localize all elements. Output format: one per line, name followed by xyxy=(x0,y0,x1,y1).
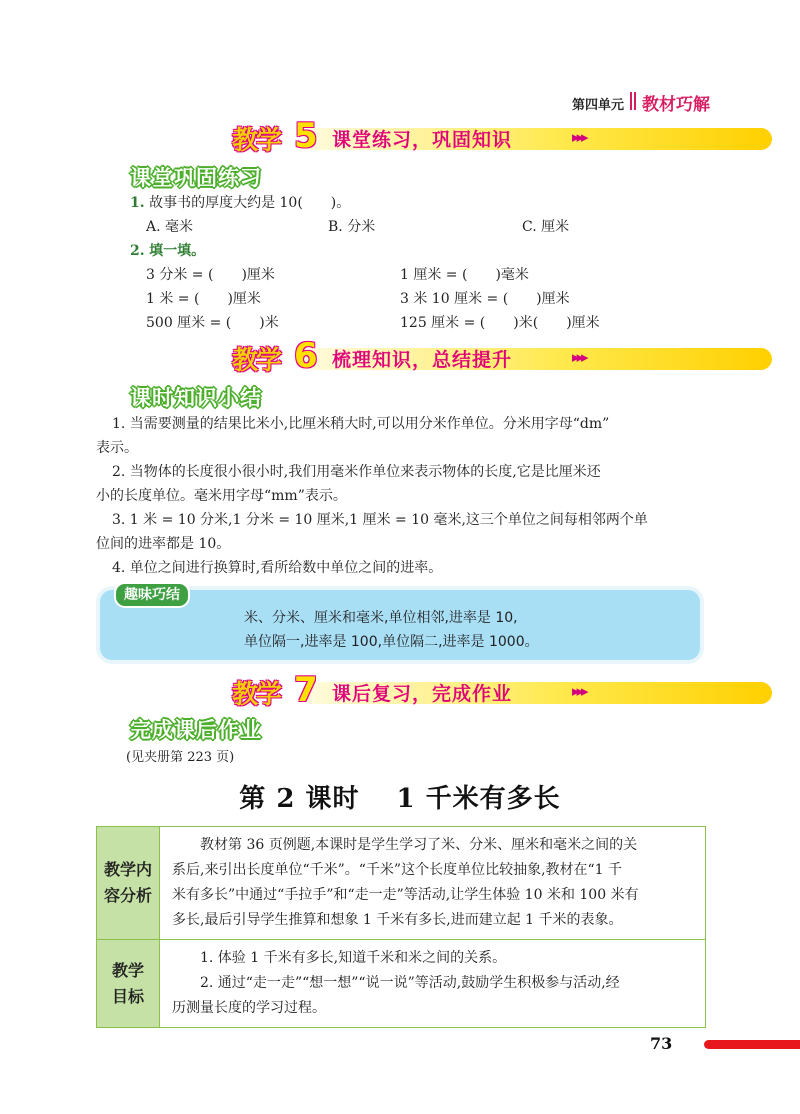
fill-item: 3 米 10 厘米 = ( )厘米 xyxy=(400,291,570,307)
header-line: 容分析 xyxy=(103,886,152,905)
practice-heading: 课堂巩固练习 xyxy=(130,166,262,190)
header-line: 教学内 xyxy=(103,860,152,879)
summary-line: 1. 当需要测量的结果比米小,比厘米稍大时,可以用分米作单位。分米用字母“dm” xyxy=(112,416,610,432)
table-row xyxy=(97,827,705,940)
body-line: 历测量长度的学习过程。 xyxy=(172,1000,326,1016)
table-row-header xyxy=(97,827,160,939)
question-number: 1. xyxy=(130,195,145,211)
header-line: 目标 xyxy=(111,986,144,1006)
question-text: 填一填。 xyxy=(149,243,206,259)
fill-item: 1 厘米 = ( )毫米 xyxy=(400,267,529,283)
fill-item: 125 厘米 = ( )米( )厘米 xyxy=(400,315,600,331)
body-line: 2. 通过“走一走”“想一想”“说一说”等活动,鼓励学生积极参与活动,经 xyxy=(172,975,620,991)
tip-line: 米、分米、厘米和毫米,单位相邻,进率是 10, xyxy=(244,610,518,626)
table-row-header xyxy=(97,940,160,1027)
body-line: 系后,来引出长度单位“千米”。“千米”这个长度单位比较抽象,教材在“1 千 xyxy=(172,862,623,878)
running-header-unit: 第四单元 xyxy=(571,98,624,113)
banner-number: 6 xyxy=(294,336,318,376)
question-number: 2. xyxy=(130,243,145,259)
section-5-banner xyxy=(232,116,612,156)
tip-badge: 趣味巧结 xyxy=(114,582,190,608)
page-number: 73 xyxy=(650,1034,673,1053)
tip-line: 单位隔一,进率是 100,单位隔二,进率是 1000。 xyxy=(244,634,539,650)
fill-item: 3 分米 = ( )厘米 xyxy=(146,267,275,283)
body-line: 1. 体验 1 千米有多长,知道千米和米之间的关系。 xyxy=(172,950,507,966)
banner-title: 课堂练习，巩固知识 xyxy=(332,129,513,151)
question-text: 故事书的厚度大约是 10( )。 xyxy=(149,195,351,211)
question-1 xyxy=(130,192,350,214)
homework-note: (见夹册第 223 页) xyxy=(126,750,235,765)
lesson-title: 第 2 课时 1 千米有多长 xyxy=(239,784,561,814)
option-c: C. 厘米 xyxy=(522,219,570,235)
banner-badge: 教学 xyxy=(232,346,281,376)
body-line: 米有多长”中通过“手拉手”和“走一走”等活动,让学生体验 10 米和 100 米有 xyxy=(172,887,639,903)
fill-item: 1 米 = ( )厘米 xyxy=(146,291,261,307)
table-row xyxy=(97,940,705,1027)
page-accent-bar xyxy=(704,1040,800,1049)
banner-badge: 教学 xyxy=(232,126,281,156)
option-a: A. 毫米 xyxy=(146,219,194,235)
arrow-right-icon: ▸▸▸ xyxy=(572,128,586,146)
arrow-right-icon: ▸▸▸ xyxy=(572,348,586,366)
lesson-table xyxy=(96,826,706,1028)
homework-heading: 完成课后作业 xyxy=(130,718,262,742)
summary-heading: 课时知识小结 xyxy=(130,386,262,410)
header-line: 教学 xyxy=(111,960,144,980)
summary-line: 2. 当物体的长度很小很小时,我们用毫米作单位来表示物体的长度,它是比厘米还 xyxy=(112,464,601,480)
banner-number: 7 xyxy=(294,670,318,710)
summary-line: 表示。 xyxy=(96,440,138,456)
header-divider xyxy=(634,92,636,110)
body-line: 多长,最后引导学生推算和想象 1 千米有多长,进而建立起 1 千米的表象。 xyxy=(172,912,623,928)
running-header-title: 教材巧解 xyxy=(642,95,710,115)
banner-title: 课后复习，完成作业 xyxy=(332,683,513,705)
summary-line: 位间的进率都是 10。 xyxy=(96,536,231,552)
section-7-banner xyxy=(232,670,612,710)
arrow-right-icon: ▸▸▸ xyxy=(572,682,586,700)
summary-line: 小的长度单位。毫米用字母“mm”表示。 xyxy=(96,488,347,504)
banner-badge: 教学 xyxy=(232,680,281,710)
table-row-body xyxy=(160,940,705,1027)
summary-line: 3. 1 米 = 10 分米,1 分米 = 10 厘米,1 厘米 = 10 毫米,这三个单位之间每相邻两个单 xyxy=(112,512,648,528)
body-line: 教材第 36 页例题,本课时是学生学习了米、分米、厘米和毫米之间的关 xyxy=(172,837,638,853)
question-2 xyxy=(130,240,205,262)
header-divider xyxy=(630,92,632,110)
summary-line: 4. 单位之间进行换算时,看所给数中单位之间的进率。 xyxy=(112,560,443,576)
option-b: B. 分米 xyxy=(328,219,376,235)
banner-number: 5 xyxy=(294,116,318,156)
banner-title: 梳理知识，总结提升 xyxy=(332,349,513,371)
section-6-banner xyxy=(232,336,612,376)
table-row-body xyxy=(160,827,705,939)
fill-item: 500 厘米 = ( )米 xyxy=(146,315,279,331)
